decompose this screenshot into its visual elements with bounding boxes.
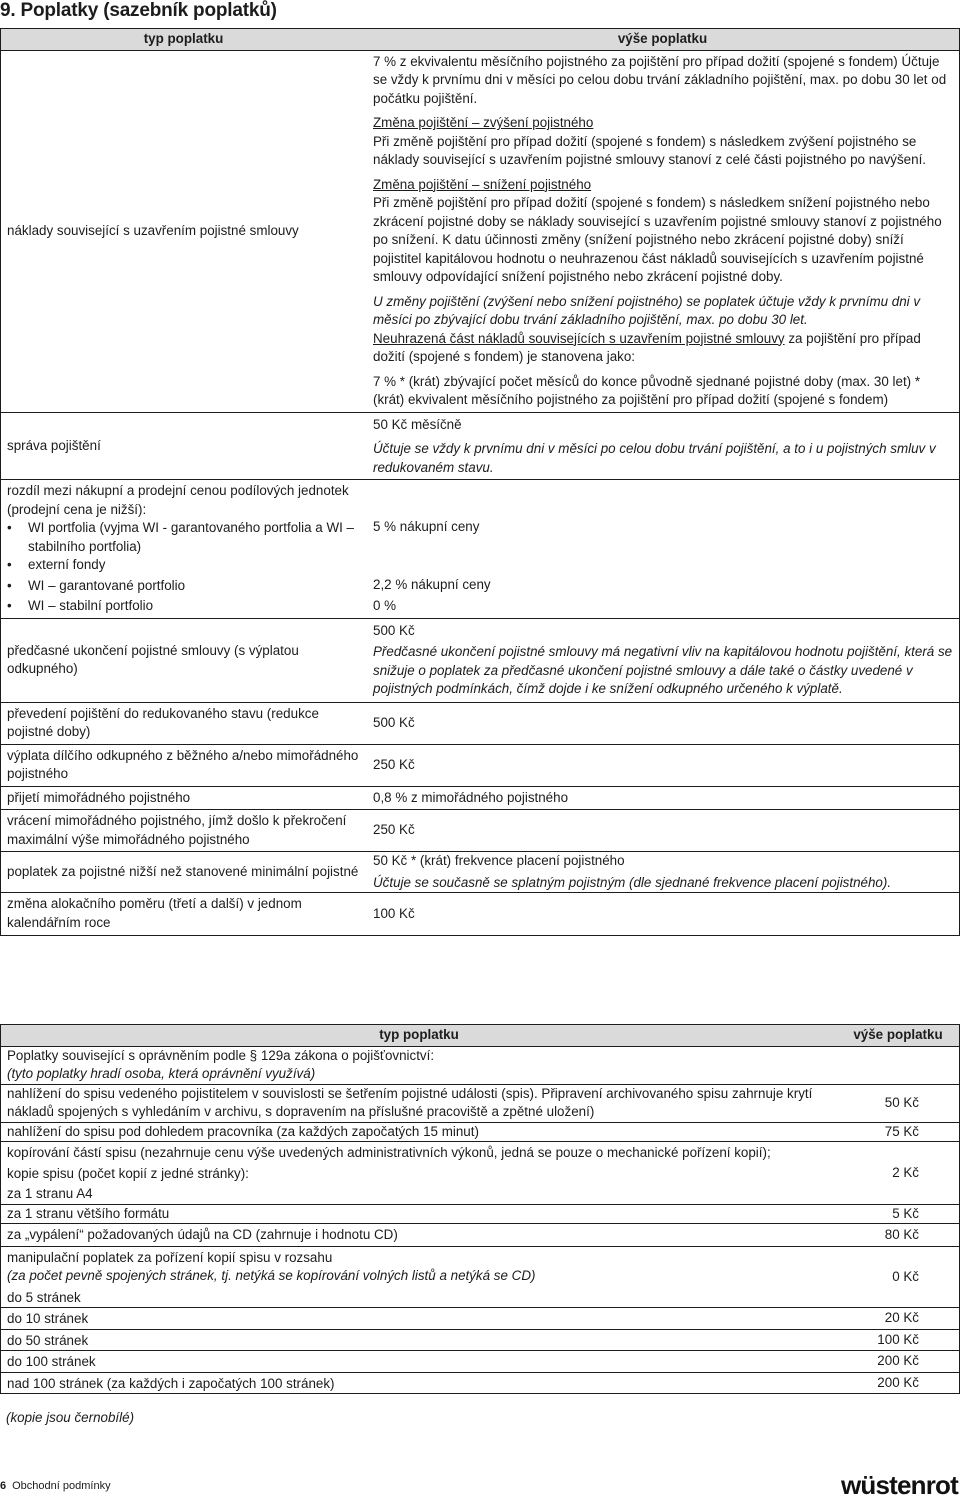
row-label: výplata dílčího odkupného z běžného a/nebo mimořádného pojistného [1, 744, 367, 786]
row-label: nahlížení do spisu vedeného pojistitelem v souvislosti se šetřením pojistné události (spis). Připravení archivovaného spisu zahrnuje krytí nákladů spojených s vyhledáním v archivu, s dopravením na příslušné pracoviště a zpětné uložení) [1, 1084, 838, 1122]
fee-table-main [0, 28, 960, 936]
intro-note: (tyto poplatky hradí osoba, která oprávnění využívá) [7, 1066, 316, 1081]
row-label: správa pojištění [1, 412, 367, 480]
table-row [1, 702, 960, 744]
table-row [1, 480, 960, 575]
table-header-row [1, 1025, 960, 1047]
row-label: převedení pojištění do redukovaného stavu (redukce pojistné doby) [1, 702, 367, 744]
paragraph: U změny pojištění (zvýšení nebo snížení pojistného) se poplatek účtuje vždy k prvnímu dni v měsíci po zbývající dobu trvání základního pojištění, max. po dobu 30 let. [373, 293, 921, 327]
row-label [1, 1246, 838, 1308]
bullet-list [7, 519, 361, 575]
row-value: 250 Kč [366, 810, 960, 852]
paragraph: Při změně pojištění pro případ dožití (spojené s fondem) s následkem zvýšení pojistného se náklady související s uzavřením pojistné smlouvy stanoví z celé části pojistného po navýšení. [373, 133, 927, 167]
row-label: do 10 stránek [1, 1308, 838, 1330]
header-fee-type: typ poplatku [1, 29, 367, 51]
row-value: 50 Kč [837, 1084, 960, 1122]
header-fee-amount: výše poplatku [837, 1025, 960, 1047]
list-item: • externí fondy [7, 556, 361, 575]
list-item: • WI – stabilní portfolio [7, 597, 361, 616]
row-label: vrácení mimořádného pojistného, jímž došlo k překročení maximální výše mimořádného pojistného [1, 810, 367, 852]
value-note: Účtuje se současně se splatným pojistným (dle sjednané frekvence placení pojistného). [373, 874, 892, 890]
page-footer [0, 1480, 111, 1492]
row-value: 100 Kč [837, 1329, 960, 1351]
row-value [366, 412, 960, 480]
underlined-text: Neuhrazená část nákladů souvisejících s uzavřením pojistné smlouvy [373, 330, 785, 346]
row-value: 5 Kč [837, 1204, 960, 1224]
row-value: 0,8 % z mimořádného pojistného [366, 786, 960, 810]
value-note: Účtuje se vždy k prvnímu dni v měsíci po celou dobu trvání pojištění, a to i u pojistných smluv v redukovaném stavu. [373, 441, 936, 475]
row-label-text: kopírování částí spisu (nezahrnuje cenu výše uvedených administrativních výkonů, jedná se pouze o mechanické pořízení kopií); [7, 1145, 771, 1160]
row-label [1, 480, 367, 575]
table-header-row [1, 29, 960, 51]
row-value: 200 Kč [837, 1351, 960, 1373]
table-row [1, 810, 960, 852]
note-text: (kopie jsou černobílé) [6, 1410, 135, 1425]
row-label: nahlížení do spisu pod dohledem pracovníka (za každých započatých 15 minut) [1, 1122, 838, 1142]
table-row [1, 575, 960, 596]
value-text: 500 Kč [373, 622, 415, 638]
table-row [1, 1329, 960, 1351]
row-label: do 50 stránek [1, 1329, 838, 1351]
table-row [1, 1122, 960, 1142]
row-label [1, 1142, 838, 1205]
row-label-text: manipulační poplatek za pořízení kopií spisu v rozsahu [7, 1249, 333, 1265]
row-label-text: za 1 stranu A4 [7, 1186, 93, 1201]
text: za pojištění pro případ dožití (spojené s fondem) je stanovena jako: [373, 330, 921, 364]
table-row [1, 744, 960, 786]
table-row [1, 1351, 960, 1373]
footer-label: Obchodní podmínky [12, 1480, 111, 1492]
row-value: 0 Kč [837, 1246, 960, 1308]
table-row [1, 1204, 960, 1224]
row-label: poplatek za pojistné nižší než stanovené minimální pojistné [1, 852, 367, 893]
paragraph [373, 330, 954, 367]
table-row [1, 1046, 960, 1084]
row-value: 200 Kč [837, 1372, 960, 1394]
row-value: 2 Kč [837, 1142, 960, 1205]
row-label: předčasné ukončení pojistné smlouvy (s výplatou odkupného) [1, 618, 367, 702]
brand-logo: wüstenrot [840, 1470, 958, 1500]
table-row [1, 1084, 960, 1122]
header-fee-type: typ poplatku [1, 1025, 838, 1047]
row-value [366, 852, 960, 893]
table-row [1, 1372, 960, 1394]
row-value: 20 Kč [837, 1308, 960, 1330]
row-value: 5 % nákupní ceny [366, 480, 960, 575]
table-row [1, 595, 960, 618]
table-row [1, 50, 960, 412]
subheading: Změna pojištění – snížení pojistného [373, 176, 592, 192]
paragraph: Při změně pojištění pro případ dožití (spojené s fondem) s následkem snížení pojistného nebo zkrácení pojistné doby se náklady související s uzavřením pojistné smlouvy stanoví z pojistného po snížení. K datu účinnosti změny (snížení pojistného nebo zkrácení pojistné doby) sníží pojistitel kapitálovou hodnotu o neuhrazenou část nákladů souvisejících s uzavřením pojistné smlouvy odpovídající snížení pojistného nebo zkrácení pojistné doby. [373, 195, 942, 284]
table-row [1, 1308, 960, 1330]
row-label [1, 1046, 838, 1084]
fee-table-access [0, 1024, 960, 1394]
paragraph: 7 % * (krát) zbývající počet měsíců do konce původně sjednané pojistné doby (max. 30 let) * (krát) ekvivalent měsíčního pojistného za pojištění pro případ dožití (spojené s fondem) [373, 373, 921, 407]
row-value [366, 618, 960, 702]
table-row [1, 893, 960, 936]
row-label: přijetí mimořádného pojistného [1, 786, 367, 810]
row-label: za 1 stranu většího formátu [1, 1204, 838, 1224]
value-text: 50 Kč * (krát) frekvence placení pojistného [373, 853, 625, 868]
row-value: 75 Kč [837, 1122, 960, 1142]
table-row [1, 1142, 960, 1205]
table-row [1, 1224, 960, 1247]
subheading: Změna pojištění – zvýšení pojistného [373, 115, 594, 130]
row-value: 500 Kč [366, 702, 960, 744]
page-number: 6 [0, 1480, 7, 1492]
section-title: 9. Poplatky (sazebník poplatků) [0, 0, 277, 21]
row-label-text: rozdíl mezi nákupní a prodejní cenou podílových jednotek (prodejní cena je nižší): [7, 483, 349, 517]
row-value: 250 Kč [366, 744, 960, 786]
header-fee-amount: výše poplatku [366, 29, 960, 51]
row-label-text: kopie spisu (počet kopií z jedné stránky): [7, 1165, 249, 1181]
table-row [1, 412, 960, 480]
row-label: do 100 stránek [1, 1351, 838, 1373]
table-row [1, 786, 960, 810]
row-label [1, 595, 367, 618]
list-item: • WI – garantované portfolio [7, 577, 361, 596]
intro-text: Poplatky související s oprávněním podle § 129a zákona o pojišťovnictví: [7, 1047, 435, 1063]
row-value: 80 Kč [837, 1224, 960, 1247]
row-label: náklady související s uzavřením pojistné smlouvy [7, 222, 299, 238]
row-value: 0 % [373, 598, 397, 613]
row-value [366, 50, 960, 412]
table-row [1, 618, 960, 702]
row-label-text: do 5 stránek [7, 1289, 81, 1305]
table-row [1, 1246, 960, 1308]
value-text: 50 Kč měsíčně [373, 416, 462, 432]
value-note: Předčasné ukončení pojistné smlouvy má negativní vliv na kapitálovou hodnotu pojištění, která se snižuje o poplatek za předčasné ukončení pojistné smlouvy a dále také o částky uvedené v pojistných podmínkách, čímž dojde i ke snížení odkupného určeného k výplatě. [373, 644, 953, 696]
row-value: 100 Kč [366, 893, 960, 936]
row-label: nad 100 stránek (za každých i započatých 100 stránek) [1, 1372, 838, 1394]
row-label-note: (za počet pevně spojených stránek, tj. netýká se kopírování volných listů a netýká se CD) [7, 1268, 536, 1283]
row-value: 2,2 % nákupní ceny [373, 576, 491, 592]
row-label [1, 575, 367, 596]
paragraph: 7 % z ekvivalentu měsíčního pojistného za pojištění pro případ dožití (spojené s fondem) Účtuje se vždy k prvnímu dni v měsíci po celou dobu trvání základního pojištění, max. po dobu 30 let od počátku pojištění. [373, 53, 947, 106]
row-label: za „vypálení“ požadovaných údajů na CD (zahrnuje i hodnotu CD) [1, 1224, 838, 1247]
list-item: • WI portfolia (vyjma WI - garantovaného portfolia a WI – stabilního portfolia) [7, 519, 361, 556]
row-label: změna alokačního poměru (třetí a další) v jednom kalendářním roce [1, 893, 367, 936]
table-row [1, 852, 960, 893]
